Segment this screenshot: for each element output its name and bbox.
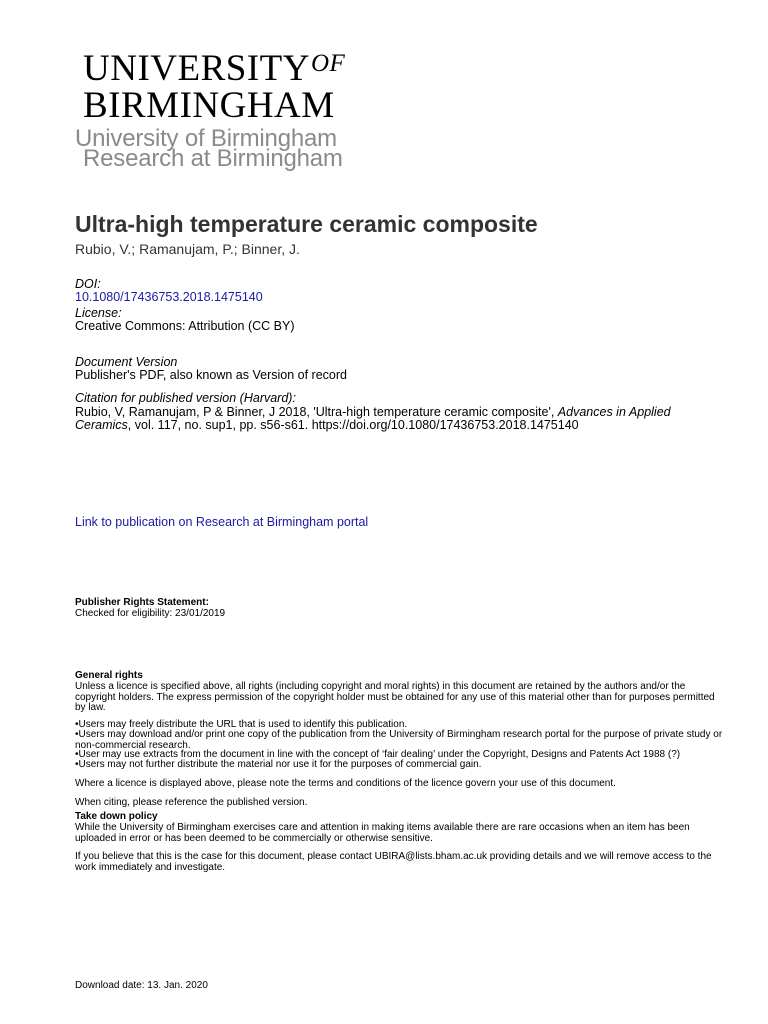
rights-statement-heading: [75, 598, 209, 609]
university-logo: [83, 48, 393, 126]
general-rights-bullet-3: •User may use extracts from the document in line with the concept of ‘fair dealing’ under the Copyright, Designs and Patents Act 1988 (?): [75, 749, 681, 760]
doi-label: DOI:: [75, 277, 101, 291]
general-rights-bullet-1: •Users may freely distribute the URL that is used to identify this publication.: [75, 719, 408, 730]
logo-text-university: UNIVERSITY: [83, 48, 310, 89]
doi-link[interactable]: 10.1080/17436753.2018.1475140: [75, 290, 263, 304]
document-version-value: Publisher's PDF, also known as Version of record: [75, 368, 347, 382]
general-rights-bullet-4: •Users may not further distribute the material nor use it for the purposes of commercial gain.: [75, 759, 482, 770]
paper-title: Ultra-high temperature ceramic composite: [75, 211, 538, 237]
citation-text-line1: [75, 405, 671, 419]
repository-name-line1: University of Birmingham: [75, 125, 337, 152]
general-rights-heading-text: General rights: [75, 670, 143, 681]
general-rights-bullet-2: •Users may download and/or print one copy of the publication from the University of Birmingham research portal for the purpose of private study or non-commercial research.: [75, 729, 723, 751]
download-date: Download date: 13. Jan. 2020: [75, 980, 208, 991]
repository-name-line2: Research at Birmingham: [83, 145, 343, 172]
license-value: Creative Commons: Attribution (CC BY): [75, 319, 295, 333]
portal-link[interactable]: Link to publication on Research at Birmingham portal: [75, 515, 369, 529]
take-down-heading-text: Take down policy: [75, 811, 158, 822]
take-down-paragraph-1: While the University of Birmingham exercises care and attention in making items available there are rare occasions when an item has been uploaded in error or has been deemed to be commercially or otherwise sensitive.: [75, 822, 690, 844]
citation-journal-b: Ceramics: [75, 418, 128, 432]
citation-journal-a: Advances in Applied: [557, 405, 671, 419]
citation-part1: Rubio, V, Ramanujam, P & Binner, J 2018, 'Ultra-high temperature ceramic composite',: [75, 405, 558, 419]
logo-text-of: OF: [310, 50, 346, 77]
rights-heading-text: Publisher Rights Statement:: [75, 597, 209, 608]
take-down-heading: [75, 812, 158, 823]
rights-statement-text: Checked for eligibility: 23/01/2019: [75, 608, 226, 619]
logo-line-birmingham: BIRMINGHAM: [83, 85, 335, 126]
license-label: License:: [75, 306, 122, 320]
citation-part2: , vol. 117, no. sup1, pp. s56-s61. https://doi.org/10.1080/17436753.2018.1475140: [127, 418, 579, 432]
citation-text-line2: [75, 418, 579, 432]
citing-note: When citing, please reference the published version.: [75, 797, 308, 808]
licence-terms-note: Where a licence is displayed above, please note the terms and conditions of the licence govern your use of this document.: [75, 778, 616, 789]
take-down-paragraph-2: If you believe that this is the case for this document, please contact UBIRA@lists.bham.ac.uk providing details and we will remove access to the work immediately and investigate.: [75, 851, 712, 873]
citation-label: Citation for published version (Harvard):: [75, 391, 296, 405]
general-rights-paragraph: Unless a licence is specified above, all rights (including copyright and moral rights) in this document are retained by the authors and/or the copyright holders. The express permission of the copyright holder must be obtained for any use of this material other than for purposes permitted by law.: [75, 681, 715, 713]
paper-authors: Rubio, V.; Ramanujam, P.; Binner, J.: [75, 241, 300, 257]
general-rights-heading: [75, 671, 143, 682]
document-version-label: Document Version: [75, 355, 178, 369]
